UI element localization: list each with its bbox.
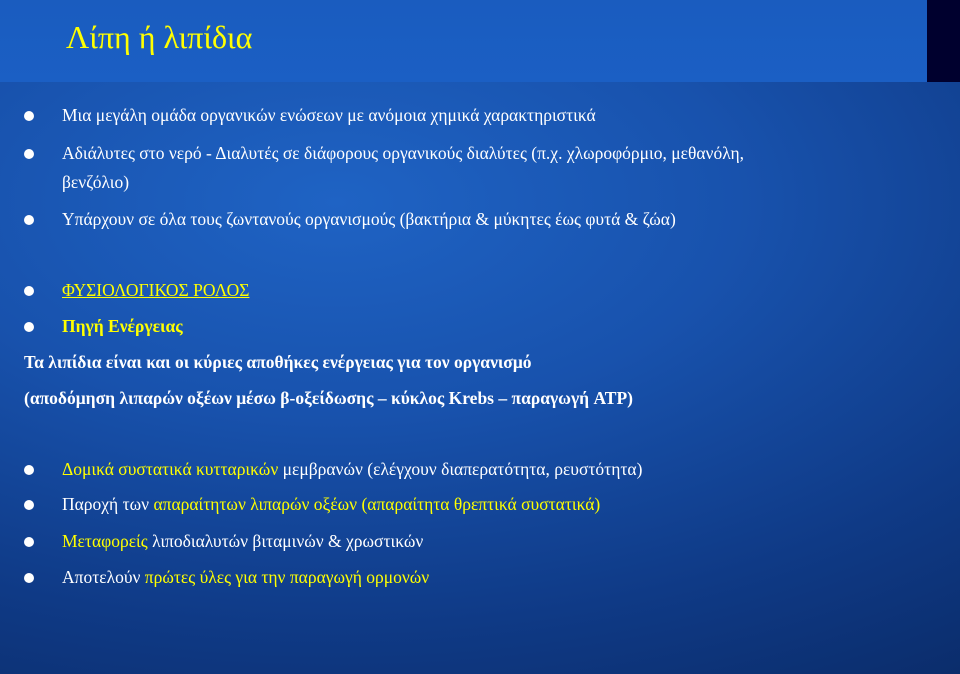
bullet-dot	[24, 465, 34, 475]
bullet-dot	[24, 573, 34, 583]
energy-pathway-text: (αποδόμηση λιπαρών οξέων μέσω β-οξείδωσης – κύκλος Krebs – παραγωγή ATP)	[24, 388, 633, 408]
bullet-text-solubility-line2: βενζόλιο)	[62, 172, 130, 192]
bullet-text-organic-compounds: Μια μεγάλη ομάδα οργανικών ενώσεων με ανόμοια χημικά χαρακτηριστικά	[62, 105, 596, 125]
energy-source-heading: Πηγή Ενέργειας	[62, 316, 183, 336]
energy-storage-text: Τα λιπίδια είναι και οι κύριες αποθήκες ενέργειας για τον οργανισμό	[24, 352, 532, 372]
bullet-text-organisms: Υπάρχουν σε όλα τους ζωντανούς οργανισμούς (βακτήρια & μύκητες έως φυτά & ζώα)	[62, 209, 676, 229]
bullet-dot	[24, 286, 34, 296]
slide-title: Λίπη ή λιπίδια	[66, 19, 253, 55]
bullet-dot	[24, 322, 34, 332]
bullet-text-solubility-line1: Αδιάλυτες στο νερό - Διαλυτές σε διάφορους οργανικούς διαλύτες (π.χ. χλωροφόρμιο, μεθανόλη,	[62, 143, 745, 163]
physiological-role-heading: ΦΥΣΙΟΛΟΓΙΚΟΣ ΡΟΛΟΣ	[62, 280, 250, 300]
bullet-dot	[24, 537, 34, 547]
essential-fatty-acids-highlight: απαραίτητων λιπαρών οξέων (απαραίτητα θρεπτικά συστατικά)	[153, 494, 601, 514]
hormones-item	[62, 567, 429, 588]
bullet-dot	[24, 149, 34, 159]
structural-components-text: μεμβρανών (ελέγχουν διαπερατότητα, ρευστότητα)	[278, 459, 643, 479]
essential-fatty-acids-text: Παροχή των	[62, 494, 154, 514]
bullet-dot	[24, 111, 34, 121]
hormones-highlight: πρώτες ύλες για την παραγωγή ορμονών	[144, 567, 430, 587]
carriers-item	[62, 531, 423, 552]
carriers-text: λιποδιαλυτών βιταμινών & χρωστικών	[147, 531, 424, 551]
structural-components-item	[62, 459, 642, 480]
structural-components-highlight: Δομικά συστατικά κυτταρικών	[62, 459, 279, 479]
carriers-highlight: Μεταφορείς	[62, 531, 148, 551]
bullet-dot	[24, 215, 34, 225]
bullet-dot	[24, 500, 34, 510]
corner-block	[927, 0, 960, 82]
hormones-text: Αποτελούν	[62, 567, 145, 587]
essential-fatty-acids-item	[62, 494, 600, 515]
